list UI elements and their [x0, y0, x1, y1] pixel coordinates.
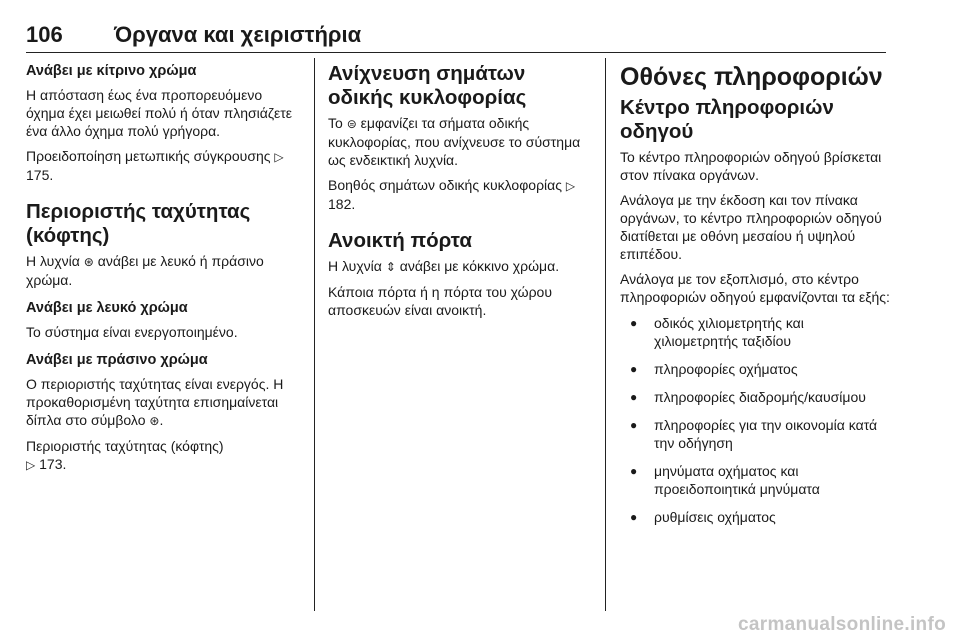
tsr-ref-page: 182. — [328, 196, 356, 212]
door-open-icon: ⇕ — [385, 260, 396, 274]
heading-traffic-sign: Ανίχνευση σημάτων οδικής κυκλοφορίας — [328, 62, 527, 109]
page-number: 106 — [26, 22, 63, 47]
paragraph-traffic-sign — [328, 114, 593, 169]
paragraph-dic-1: Το κέντρο πληροφοριών οδηγού βρίσκεται στον πίνακα οργάνων. — [620, 149, 882, 183]
paragraph-limiter-ref — [26, 437, 301, 474]
heading-door-open: Ανοικτή πόρτα — [328, 229, 472, 252]
limiter-ref-page: 173. — [39, 456, 67, 472]
watermark: carmanualsonline.info — [738, 614, 946, 635]
list-item: ● πληροφορίες διαδρομής/καυσίμου — [620, 388, 890, 406]
tsr-text-a: Το — [328, 115, 343, 131]
page-header — [26, 22, 886, 48]
speed-limiter-icon: ⊛ — [83, 255, 94, 269]
list-item: ● πληροφορίες για την οικονομία κατά την οδήγηση — [620, 416, 890, 452]
door-text-b: ανάβει με κόκκινο χρώμα. — [399, 258, 560, 274]
heading-info-displays: Οθόνες πληροφοριών — [620, 63, 883, 91]
paragraph-fcw-ref — [26, 147, 301, 184]
heading-green: Ανάβει με πράσινο χρώμα — [26, 352, 208, 368]
dic-list — [620, 314, 890, 526]
reference-arrow-icon: ▷ — [565, 179, 576, 193]
heading-white: Ανάβει με λευκό χρώμα — [26, 300, 188, 316]
chapter-title: Όργανα και χειριστήρια — [114, 22, 362, 47]
door-text-a: Η λυχνία — [328, 258, 382, 274]
green-text-b: . — [159, 412, 164, 428]
column-divider-2 — [605, 58, 606, 611]
column-divider-1 — [314, 58, 315, 611]
speed-limiter-icon: ⊛ — [149, 414, 160, 428]
list-item: ● οδικός χιλιομετρητής και χιλιομετρητής ταξιδίου — [620, 314, 890, 350]
reference-arrow-icon: ▷ — [274, 150, 284, 164]
fcw-ref-text: Προειδοποίηση μετωπικής σύγκρουσης — [26, 148, 271, 164]
column-2 — [328, 62, 593, 326]
paragraph-tsr-ref — [328, 176, 593, 213]
paragraph-amber: Η απόσταση έως ένα προπορευόμενο όχημα έχει μειωθεί πολύ ή όταν πλησιάζετε ένα άλλο όχημα πολύ γρήγορα. — [26, 87, 293, 139]
fcw-ref-page: 175. — [26, 167, 54, 183]
heading-amber: Ανάβει με κίτρινο χρώμα — [26, 63, 197, 79]
traffic-sign-icon: ⊜ — [346, 117, 357, 131]
heading-driver-info-centre: Κέντρο πληροφοριών οδηγού — [620, 96, 834, 143]
paragraph-green — [26, 375, 301, 430]
tsr-text-b: εμφανίζει τα σήματα οδικής κυκλοφορίας, που ανίχνευσε το σύστημα ως ενδεικτική λυχνία. — [328, 115, 581, 168]
list-item: ● ρυθμίσεις οχήματος — [620, 508, 890, 526]
heading-speed-limiter: Περιοριστής ταχύτητας (κόφτης) — [26, 200, 251, 247]
tsr-ref-text: Βοηθός σημάτων οδικής κυκλοφορίας — [328, 177, 562, 193]
paragraph-white: Το σύστημα είναι ενεργοποιημένο. — [26, 324, 238, 340]
list-item: ● μηνύματα οχήματος και προειδοποιητικά μηνύματα — [620, 462, 890, 498]
limiter-text-a: Η λυχνία — [26, 253, 80, 269]
paragraph-dic-2: Ανάλογα με την έκδοση και τον πίνακα οργάνων, το κέντρο πληροφοριών οδηγού διατίθεται με οθόνη μεσαίου ή υψηλού επιπέδου. — [620, 192, 882, 262]
limiter-text-b: ανάβει με λευκό ή πράσινο χρώμα. — [26, 253, 264, 288]
paragraph-door — [328, 257, 593, 276]
column-3 — [620, 62, 890, 536]
header-rule — [26, 52, 886, 53]
paragraph-limiter — [26, 252, 301, 289]
limiter-ref-text: Περιοριστής ταχύτητας (κόφτης) — [26, 438, 224, 454]
paragraph-dic-3: Ανάλογα με τον εξοπλισμό, στο κέντρο πληροφοριών οδηγού εμφανίζονται τα εξής: — [620, 271, 890, 305]
reference-arrow-icon: ▷ — [26, 458, 36, 472]
green-text-a: Ο περιοριστής ταχύτητας είναι ενεργός. Η προκαθορισμένη ταχύτητα επισημαίνεται δίπλα στο σύμβολο — [26, 376, 284, 428]
list-item: ● πληροφορίες οχήματος — [620, 360, 890, 378]
column-1 — [26, 62, 301, 481]
paragraph-door-2: Κάποια πόρτα ή η πόρτα του χώρου αποσκευών είναι ανοικτή. — [328, 284, 552, 318]
